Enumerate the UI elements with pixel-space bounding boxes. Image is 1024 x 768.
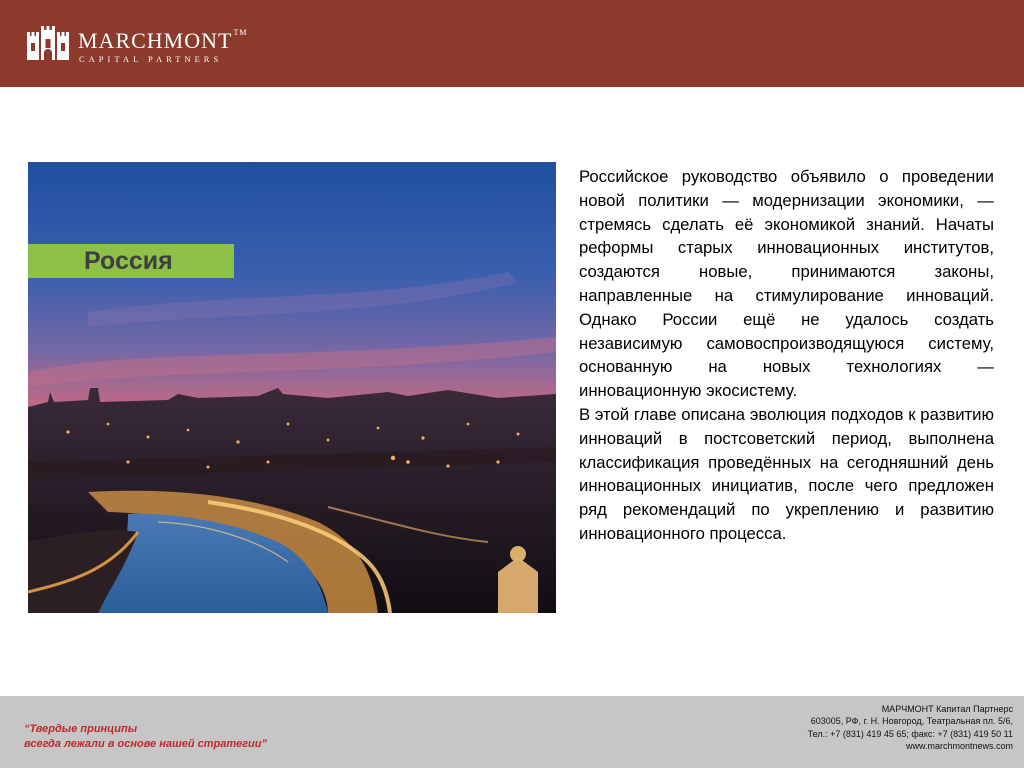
moscow-night-photo xyxy=(28,162,556,613)
body-text xyxy=(579,165,994,546)
website-link[interactable]: www.marchmontnews.com xyxy=(905,741,1013,752)
castle-tower-icon xyxy=(26,26,70,60)
contact-block xyxy=(808,703,1013,753)
phone-fax: Тел.: +7 (831) 419 45 65; факс: +7 (831) 419 50 11 xyxy=(807,728,1013,739)
slogan-line: “Твердые принципы xyxy=(24,723,138,735)
footer-bar xyxy=(0,696,1024,768)
paragraph-modernization: Российское руководство объявило о проведении новой политики — модернизации экономики, — стремясь сделать её экономикой знаний. Начаты реформы старых инновационных институтов, создаются новые, принимаются законы, направленные на стимулирование инноваций. Однако России ещё не удалось создать независимую самовоспроизводящуюся систему, основанную на новых технологиях — инновационную экосистему. xyxy=(579,167,994,401)
brand-subtitle: CAPITAL PARTNERS xyxy=(79,54,223,64)
company-name: МАРЧМОНТ Капитал Партнерс xyxy=(881,704,1013,714)
paragraph-chapter-summary: В этой главе описана эволюция подходов к развитию инноваций в постсоветский период, выполнена классификация проведённых на сегодняшний день инновационных инициатив, после чего предложен ряд рекомендаций по укреплению и развитию инновационного процесса. xyxy=(579,404,994,543)
country-label: Россия xyxy=(28,244,234,278)
slogan-line: всегда лежали в основе нашей стратегии” xyxy=(24,738,267,750)
header-bar xyxy=(0,0,1024,87)
brand-name: MARCHMONT™ xyxy=(78,28,248,53)
slogan xyxy=(24,722,267,752)
address: 603005, РФ, г. Н. Новгород, Театральная пл. 5/6, xyxy=(810,716,1013,727)
